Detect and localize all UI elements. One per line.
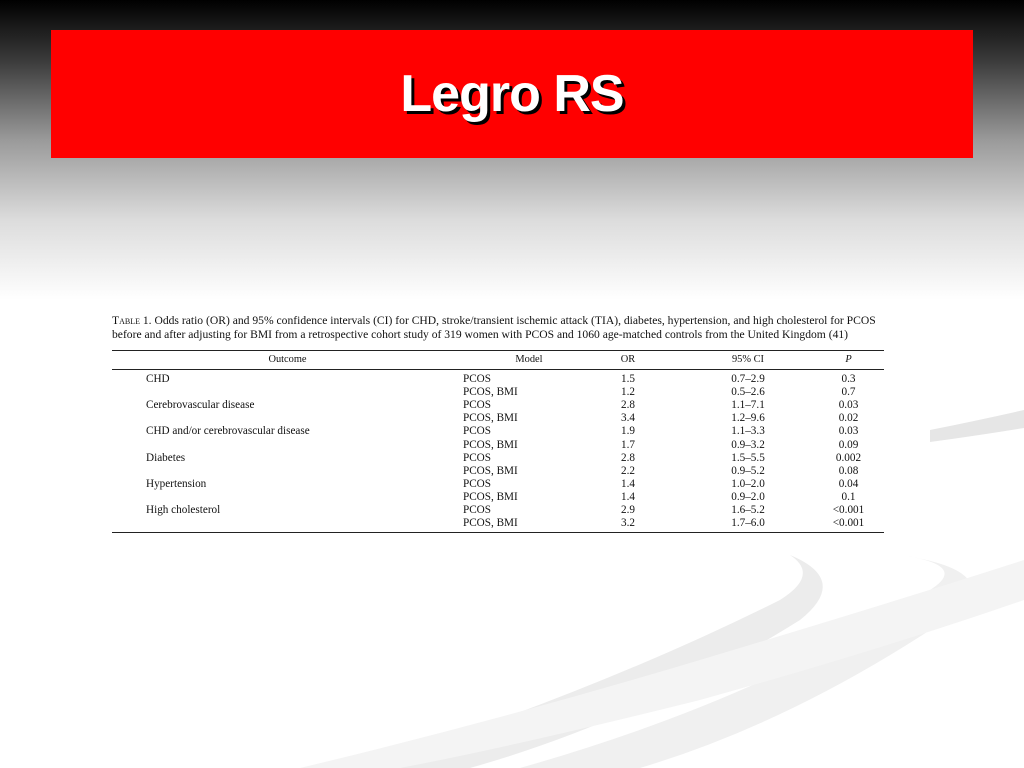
cell-model: PCOS, BMI [463, 517, 573, 533]
title-banner [51, 30, 973, 158]
cell-model: PCOS [463, 425, 491, 438]
cell-outcome [112, 412, 463, 425]
cell-ci: 0.9–5.2 [731, 464, 765, 477]
cell-or: 1.2 [621, 386, 635, 399]
cell-outcome: CHD and/or cerebrovascular disease [146, 425, 310, 438]
cell-outcome [112, 465, 463, 478]
table-caption-label: Table 1. [112, 314, 152, 327]
cell-model: PCOS, BMI [463, 386, 518, 399]
cell-outcome: High cholesterol [146, 504, 221, 517]
cell-p: 0.02 [838, 412, 859, 425]
cell-outcome [112, 439, 463, 452]
cell-model: PCOS, BMI [463, 464, 518, 477]
cell-model: PCOS, BMI [463, 490, 518, 503]
table-row [112, 491, 884, 504]
cell-outcome [112, 517, 463, 533]
cell-ci: 1.2–9.6 [731, 412, 765, 425]
cell-ci: 1.1–7.1 [731, 399, 765, 412]
cell-p: 0.03 [838, 425, 859, 438]
cell-model: PCOS [463, 477, 491, 490]
header-outcome: Outcome [112, 351, 463, 370]
cell-p: 0.03 [838, 399, 859, 412]
cell-ci: 1.6–5.2 [731, 504, 765, 517]
cell-p: <0.001 [832, 504, 865, 517]
cell-p: 0.002 [835, 451, 862, 464]
table-row [112, 452, 884, 465]
cell-outcome: Hypertension [146, 477, 207, 490]
table-row [112, 412, 884, 425]
cell-or: 1.9 [621, 425, 635, 438]
cell-ci: 0.9–3.2 [731, 438, 765, 451]
table-header-row [112, 351, 884, 370]
cell-ci: 1.5–5.5 [731, 451, 765, 464]
table-row [112, 517, 884, 533]
table-caption-text: Odds ratio (OR) and 95% confidence intervals (CI) for CHD, stroke/transient ischemic attack (TIA), diabetes, hypertension, and high cholesterol for PCOS before and after adjusting for BMI from a retrospective cohort study of 319 women with PCOS and 1060 age-matched controls from the United Kingdom (41) [112, 314, 876, 341]
cell-or: 1.4 [621, 490, 635, 503]
cell-model: PCOS, BMI [463, 438, 518, 451]
cell-model: PCOS [463, 504, 491, 517]
table-caption [112, 314, 884, 341]
cell-or: 2.2 [621, 464, 635, 477]
cell-ci: 0.7–2.9 [731, 373, 765, 386]
odds-ratio-table [112, 350, 884, 533]
cell-outcome [112, 491, 463, 504]
cell-model: PCOS [463, 373, 491, 386]
cell-model: PCOS [463, 451, 491, 464]
cell-p: 0.04 [838, 477, 859, 490]
cell-outcome [112, 386, 463, 399]
cell-model: PCOS, BMI [463, 412, 518, 425]
table-row [112, 504, 884, 517]
header-or: OR [573, 351, 683, 370]
cell-or: 2.8 [621, 399, 635, 412]
table-row [112, 370, 884, 387]
cell-p: 0.08 [838, 464, 859, 477]
table-row [112, 439, 884, 452]
header-p: P [813, 351, 884, 370]
cell-p: 0.3 [841, 373, 856, 386]
cell-or: 3.4 [621, 412, 635, 425]
cell-ci: 0.5–2.6 [731, 386, 765, 399]
header-ci: 95% CI [683, 351, 813, 370]
cell-outcome: Diabetes [146, 451, 186, 464]
table-body [112, 370, 884, 533]
slide-title: Legro RS [400, 65, 624, 123]
cell-model: PCOS [463, 399, 491, 412]
cell-outcome: CHD [146, 373, 170, 386]
cell-p: 0.1 [841, 490, 856, 503]
cell-ci: 1.0–2.0 [731, 477, 765, 490]
table-row [112, 399, 884, 412]
cell-or: 2.8 [621, 451, 635, 464]
cell-or: 1.4 [621, 477, 635, 490]
cell-ci: 1.7–6.0 [683, 517, 813, 533]
cell-or: 1.5 [621, 373, 635, 386]
cell-or: 3.2 [573, 517, 683, 533]
table-row [112, 386, 884, 399]
cell-p: 0.7 [841, 386, 856, 399]
header-model: Model [463, 351, 573, 370]
cell-p: 0.09 [838, 438, 859, 451]
table-row [112, 425, 884, 438]
cell-or: 2.9 [621, 504, 635, 517]
cell-or: 1.7 [621, 438, 635, 451]
table-row [112, 478, 884, 491]
cell-outcome: Cerebrovascular disease [146, 399, 255, 412]
table-row [112, 465, 884, 478]
table-figure [112, 314, 884, 533]
cell-p: <0.001 [813, 517, 884, 533]
cell-ci: 1.1–3.3 [731, 425, 765, 438]
cell-ci: 0.9–2.0 [731, 490, 765, 503]
